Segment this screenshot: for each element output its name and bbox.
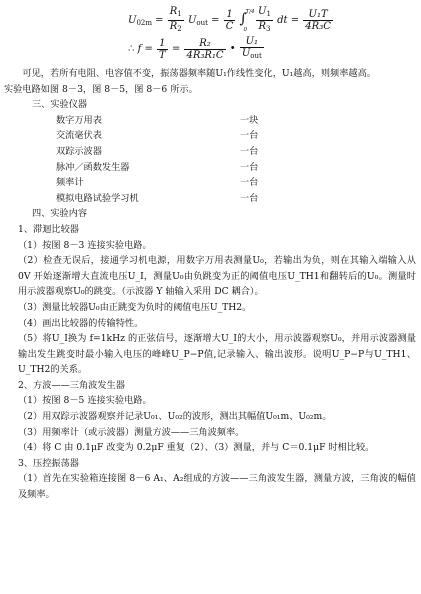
paragraph-circuit-figures: 实验电路如图 8－3，图 8－5，图 8－6 所示。 [4,83,198,95]
instrument-row: 脉冲／函数发生器 一台 [56,161,259,173]
instrument-row: 模拟电路试验学习机 一台 [56,192,259,204]
formula-var: f [137,43,142,55]
instrument-row: 数字万用表 一块 [56,114,259,126]
section-heading-content: 四、实验内容 [32,208,88,220]
main-content [4,66,416,503]
subsection-title-vco: 3、压控振荡器 [18,457,79,469]
step-item: （1）按图 8－3 连接实验电路。 [18,239,152,251]
formula-uo2m [128,6,334,35]
instrument-row: 频率计 一台 [56,177,259,189]
instrument-list [4,113,416,207]
instrument-row: 交流毫伏表 一台 [56,130,259,142]
section-heading-instruments: 三、实验仪器 [32,99,88,111]
step-item: （1）按图 8－5 连接实验电路。 [18,395,152,407]
equals-sign: = [144,43,153,55]
fraction-u1-r3: $\frac{U_1}{R_3}$ [258,6,271,33]
formula-subscript: 02m [136,19,152,27]
step-item: （5）将U_I换为 f=1kHz 的正弦信号，逐渐增大U_I的大小，用示波器观察U₀，并用示波器测量输出发生跳变时最小输入电压的峰峰U_P−P值,记录输入、输出波形。说明U_P−P与U_TH1、U_TH2的关系。 [18,333,416,376]
fraction-one-c: $\frac{1}{C}$ [225,9,234,32]
step-item: （1）首先在实验箱连接图 8－6 A₁、A₂组成的方波——三角波发生器，测量方波，三角波的幅值及频率。 [18,473,416,501]
formula-frequency [128,36,265,62]
step-item: （3）测量比较器U₀由正跳变为负时的阈值电压U_TH2。 [18,301,252,313]
step-item: （2）检查无误后，接通学习机电源，用数字万用表测量U₀，若输出为负，则在其输入端输入从 0V 开始逐渐增大直流电压U_I，测量U₀由负跳变为正的阈值电压U_TH1和翻转后的U₀。测量时用示波器观察U₀的跳变。（示波器 Y 轴输入采用 DC 耦合）。 [18,255,416,298]
step-item: （4）将 C 由 0.1μF 改变为 0.2μF 重复（2）、（3）测量，并与 C＝0.1μF 时相比较。 [18,442,375,454]
therefore-symbol: ∴ [128,43,135,55]
equals-sign: = [171,43,181,55]
formula-var: U [187,15,197,26]
fraction-one-t: $\frac{1}{T}$ [159,37,166,61]
fraction-u1-uout: $\frac{\text{U₁}}{U_{out}}$ [241,36,262,60]
paragraph-linear-frequency: 可见，若所有电阻、电容值不变，振荡器频率随U₁作线性变化，U₁越高，则频率越高。 [22,68,376,79]
fraction-r1-r2: $\frac{R_1}{R_2}$ [169,6,182,33]
subsection-title-square-triangle: 2、方波——三角波发生器 [18,379,125,391]
subsection-title-comparator: 1、滞迴比较器 [18,223,79,235]
step-item: （4）画出比较器的传输特性。 [18,317,144,329]
equals-sign: = [155,15,164,26]
formula-var: U [128,15,137,26]
integral-sign: ∫ T/4 0 [239,9,255,33]
instrument-row: 双踪示波器 一台 [56,145,259,157]
equals-sign: = [290,15,300,26]
dot-operator: • [229,43,236,55]
formula-subscript: out [196,19,208,27]
differential: dt [277,15,288,26]
step-item: （2）用双踪示波器观察并记录U₀₁、U₀₂的波形，测出其幅值U₀₁m、U₀₂m。 [18,411,332,423]
equals-sign: = [211,15,220,26]
fraction-result: $\frac{\text{U₁T}}{\text{4R₃C}}$ [305,9,331,32]
fraction-r2-den: $\frac{\text{R₂}}{\text{4R₃R₁C}}$ [186,37,224,61]
step-item: （3）用频率计（或示波器）测量方波——三角波频率。 [18,426,245,438]
